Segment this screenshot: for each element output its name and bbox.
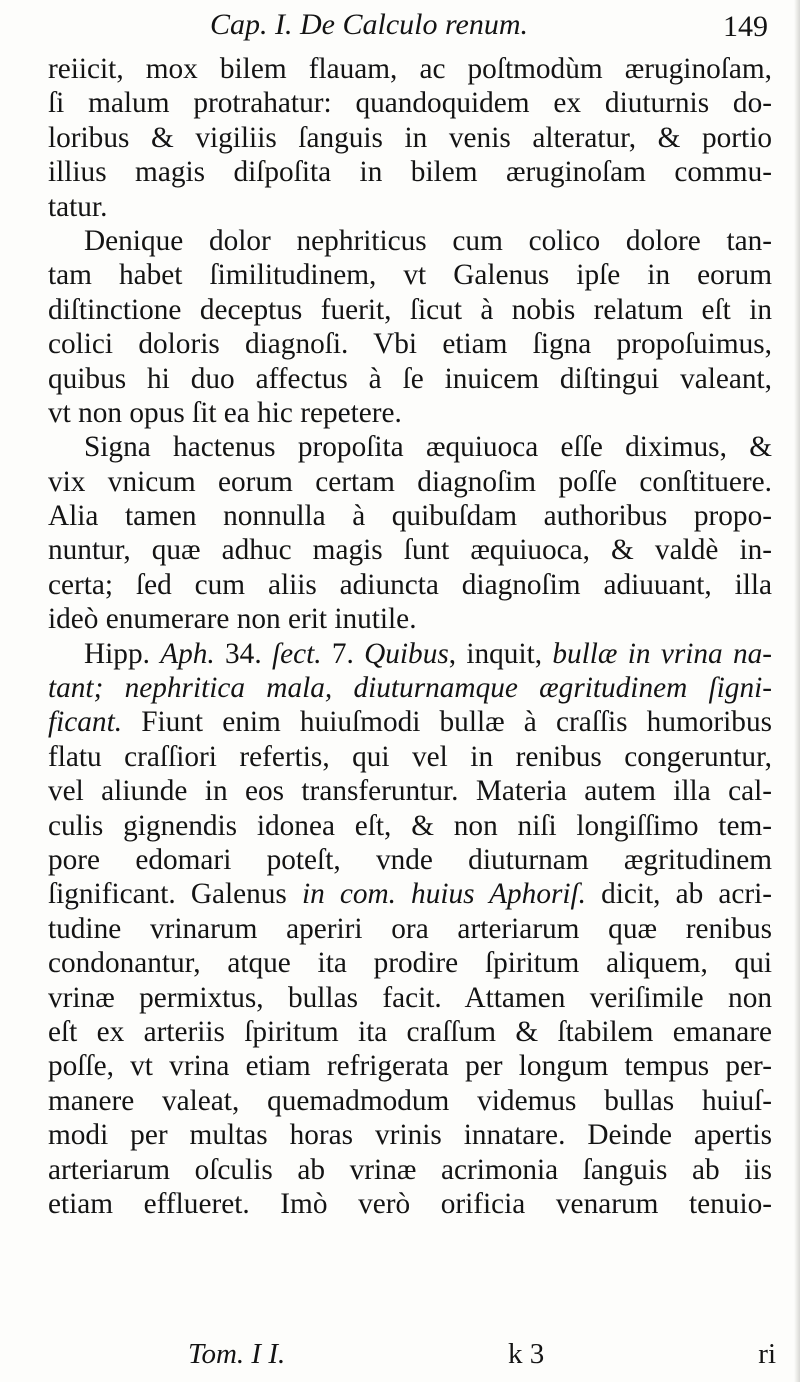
text-line: illius magis diſpoſita in bilem æruginoſam commu- [48, 156, 772, 189]
text-line: tudine vrinarum aperiri ora arteriarum quæ renibus [48, 912, 772, 945]
citation-commentary: in com. huius Aphoriſ. [301, 878, 586, 911]
text-line: diſtinctione deceptus fuerit, ſicut à nobis relatum eſt in [48, 293, 772, 326]
text-line: pore edomari poteſt, vnde diuturnam ægritudinem [48, 843, 772, 876]
signature-mark: k 3 [508, 1338, 545, 1370]
text-line: reiicit, mox bilem flauam, ac poſtmodùm æruginoſam, [48, 53, 772, 85]
quote-start: Quibus [364, 637, 449, 670]
text-line: etiam efflueret. Imò verò orificia venarum tenuio- [48, 1187, 772, 1220]
text-line [48, 637, 772, 671]
text-line: modi per multas horas vrinis innatare. Deinde apertis [48, 1119, 772, 1152]
text-line: flatu craſſiori refertis, qui vel in renibus congeruntur, [48, 740, 772, 773]
text-line: vt non opus ſit ea hic repetere. [48, 396, 402, 429]
text-line: condonantur, atque ita prodire ſpiritum aliquem, qui [48, 947, 772, 980]
text-line: manere valeat, quemadmodum videmus bullas huiuſ- [48, 1084, 772, 1117]
text-line: arteriarum oſculis ab vrinæ acrimonia ſanguis ab iis [48, 1153, 772, 1186]
text-line: vix vnicum eorum certam diagnoſim poſſe conſtituere. [48, 465, 772, 498]
text-segment: Hipp. [84, 637, 161, 670]
tome-label: Tom. I I. [188, 1338, 286, 1370]
text-segment: , inquit, [448, 637, 553, 670]
text-line: eſt ex arteriis ſpiritum ita craſſum & ſtabilem emanare [48, 1015, 772, 1048]
running-head: Cap. I. De Calculo renum. [210, 8, 529, 41]
text-line: ſi malum protrahatur: quandoquidem ex diuturnis do- [48, 87, 772, 120]
text-line: Alia tamen nonnulla à quibuſdam authoribus propo- [48, 500, 772, 533]
text-line [48, 705, 772, 739]
page-edge-shadow [794, 0, 800, 1382]
text-line: loribus & vigiliis ſanguis in venis alteratur, & portio [48, 121, 772, 154]
body-text [48, 52, 772, 1221]
text-line: tam habet ſimilitudinem, vt Galenus ipſe in eorum [48, 259, 772, 292]
text-line: colici doloris diagnoſi. Vbi etiam ſigna propoſuimus, [48, 328, 772, 361]
text-line: quibus hi duo affectus à ſe inuicem diſtingui valeant, [48, 362, 772, 395]
text-line: vel aliunde in eos transferuntur. Materia autem illa cal- [48, 775, 772, 808]
text-line: nuntur, quæ adhuc magis ſunt æquiuoca, & valdè in- [48, 534, 772, 567]
text-line: tant; nephritica mala, diuturnamque ægritudinem ſigni- [48, 672, 772, 705]
text-line: tatur. [48, 190, 108, 223]
text-line: Signa hactenus propoſita æquiuoca eſſe diximus, & [84, 431, 772, 464]
text-segment: Fiunt enim huiuſmodi bullæ à craſſis humoribus [122, 706, 772, 739]
page-number: 149 [723, 10, 768, 43]
text-segment: ſignificant. Galenus [48, 878, 302, 911]
text-segment: 7. [331, 637, 365, 670]
citation-aph: Aph. [160, 637, 226, 670]
text-segment: 34. [225, 637, 272, 670]
quote-text: bullæ in vrina na- [552, 637, 773, 670]
text-segment: dicit, ab acri- [585, 878, 772, 911]
page-header [60, 8, 770, 52]
text-line: poſſe, vt vrina etiam refrigerata per longum tempus per- [48, 1050, 772, 1083]
page-footer [60, 1338, 780, 1378]
text-line: Denique dolor nephriticus cum colico dolore tan- [84, 224, 772, 257]
citation-sect: ſect. [271, 637, 332, 670]
text-line: vrinæ permixtus, bullas facit. Attamen veriſimile non [48, 981, 772, 1014]
text-line: ideò enumerare non erit inutile. [48, 603, 417, 636]
text-line: culis gignendis idonea eſt, & non niſi longiſſimo tem- [48, 809, 772, 842]
text-line [48, 877, 772, 911]
quote-end: ficant. [48, 706, 123, 739]
catchword: ri [758, 1338, 776, 1370]
text-line: certa; ſed cum aliis adiuncta diagnoſim adiuuant, illa [48, 568, 772, 601]
